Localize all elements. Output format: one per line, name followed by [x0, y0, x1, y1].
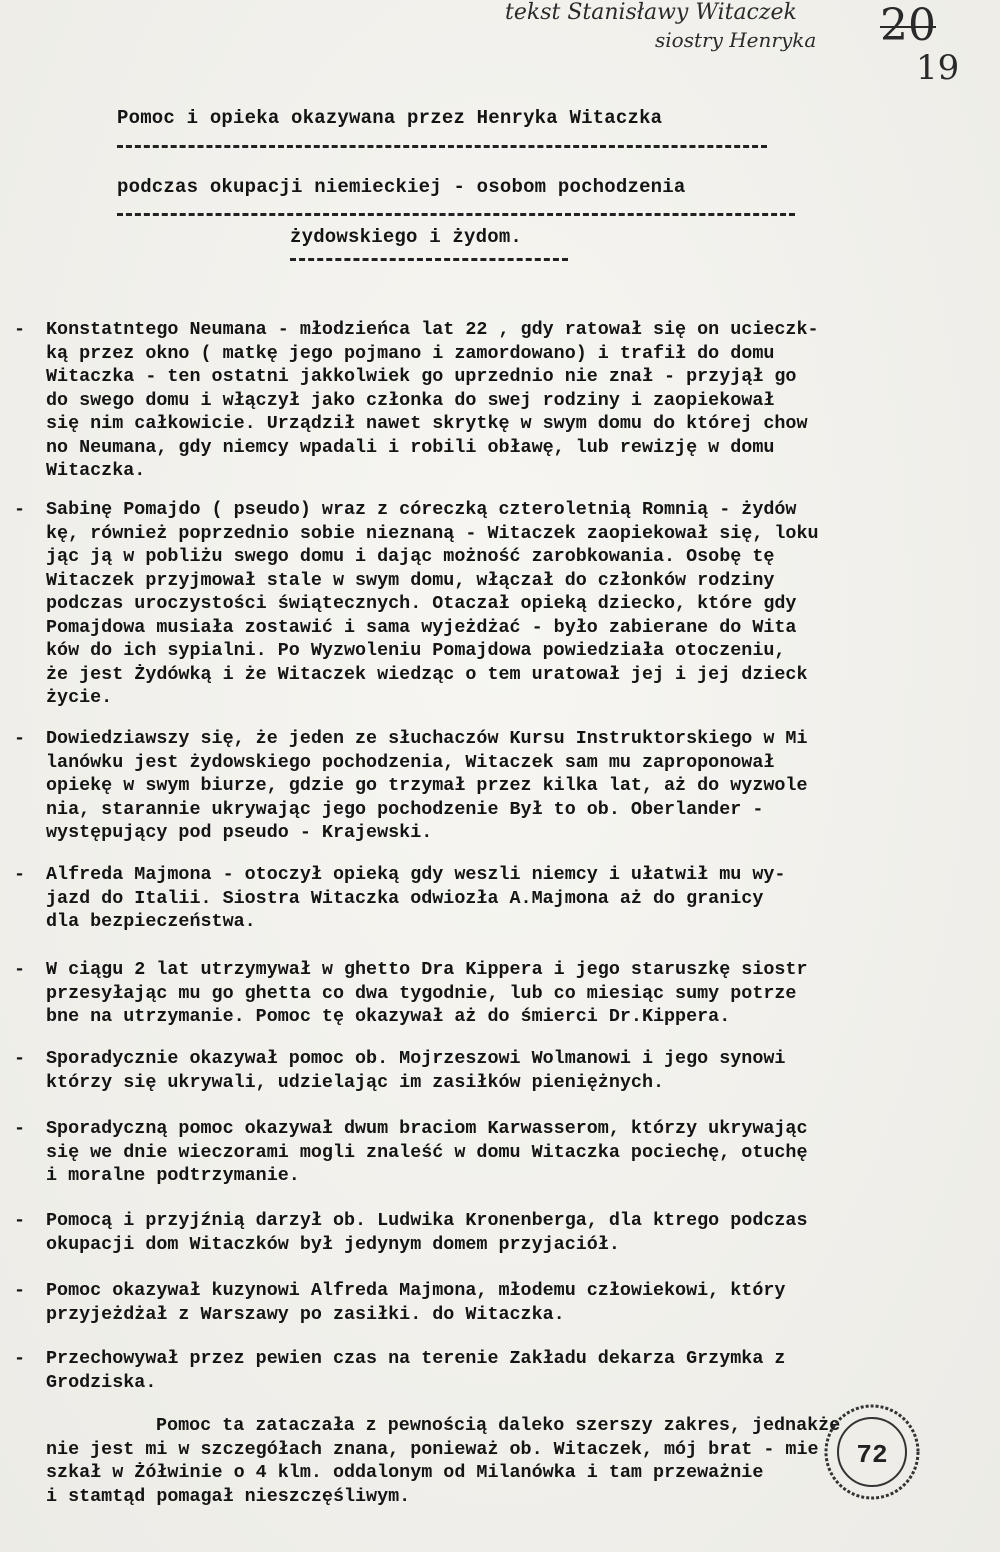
bullet-dash: - — [14, 1048, 26, 1069]
line-text: ków do ich sypialni. Po Wyzwoleniu Pomajdowa powiedziała otoczeniu, — [46, 640, 786, 661]
paragraph-line — [0, 436, 1000, 460]
paragraph-line — [0, 459, 1000, 483]
line-text: nie jest mi w szczegółach znana, ponieważ ob. Witaczek, mój brat - mie — [46, 1438, 819, 1460]
paragraph-kronenberg — [0, 1209, 1000, 1256]
line-text: życie. — [46, 687, 113, 708]
line-text: podczas uroczystości świątecznych. Otaczał opieką dziecko, które gdy — [46, 593, 797, 614]
paragraph-line — [0, 1233, 1000, 1257]
bullet-dash: - — [14, 864, 26, 885]
line-text: okupacji dom Witaczków był jedynym domem przyjaciół. — [46, 1233, 620, 1255]
paragraph-line — [0, 958, 1000, 982]
paragraph-line — [0, 1303, 1000, 1327]
paragraph-kipper — [0, 958, 1000, 1029]
folio-number-crossed-out: 20 — [880, 0, 936, 51]
line-text: jąc ją w pobliżu swego domu i dając możność zarobkowania. Osobę tę — [46, 546, 775, 567]
paragraph-line — [0, 1141, 1000, 1165]
folio-number: 19 — [916, 48, 960, 88]
paragraph-line — [0, 1005, 1000, 1029]
line-text: Pomoc okazywał kuzynowi Alfreda Majmona, młodemu człowiekowi, który — [46, 1280, 786, 1301]
paragraph-line — [0, 727, 1000, 751]
paragraph-line — [0, 569, 1000, 593]
paragraph-line — [0, 910, 1000, 934]
paragraph-neuman — [0, 318, 1000, 483]
bullet-dash: - — [14, 959, 26, 980]
paragraph-line — [0, 1371, 1000, 1395]
line-text: się nim całkowicie. Urządził nawet skrytkę w swym domu do której chow — [46, 413, 808, 434]
line-text: Przechowywał przez pewien czas na terenie Zakładu dekarza Grzymka z — [46, 1348, 786, 1369]
paragraph-line — [0, 1117, 1000, 1141]
line-text: Konstatntego Neumana - młodzieńca lat 22 , gdy ratował się on ucieczk- — [46, 319, 819, 340]
bullet-dash: - — [14, 1118, 26, 1139]
line-text: że jest Żydówką i że Witaczek wiedząc o tem uratował jej i jej dzieck — [46, 663, 808, 685]
line-text: dla bezpieczeństwa. — [46, 911, 256, 932]
bullet-dash: - — [14, 728, 26, 749]
line-text: się we dnie wieczorami mogli znaleść w domu Witaczka pociechę, otuchę — [46, 1141, 808, 1163]
line-text: Witaczka. — [46, 460, 146, 481]
handwritten-note-line-2: siostry Henryka — [655, 28, 817, 52]
paragraph-majmon-cousin — [0, 1279, 1000, 1326]
line-text: bne na utrzymanie. Pomoc tę okazywał aż do śmierci Dr.Kippera. — [46, 1006, 731, 1027]
title-line-2: podczas okupacji niemieckiej - osobom pochodzenia — [117, 176, 686, 198]
paragraph-line — [0, 686, 1000, 710]
stamp-number: 72 — [856, 1440, 888, 1470]
paragraph-line — [0, 342, 1000, 366]
line-text: którzy się ukrywali, udzielając im zasiłków pieniężnych. — [46, 1071, 665, 1093]
title-underline-2 — [117, 213, 795, 216]
bullet-dash: - — [14, 319, 26, 340]
paragraph-line — [0, 1071, 1000, 1095]
line-text: opiekę w swym biurze, gdzie go trzymał przez kilka lat, aż do wyzwole — [46, 775, 808, 796]
paragraph-line — [0, 616, 1000, 640]
paragraph-line — [0, 798, 1000, 822]
paragraph-pomajdo — [0, 498, 1000, 710]
paragraph-line — [0, 982, 1000, 1006]
line-text: Alfreda Majmona - otoczył opieką gdy weszli niemcy i ułatwił mu wy- — [46, 864, 786, 885]
line-text: kę, również poprzednio sobie nieznaną - Witaczek zaopiekował się, loku — [46, 522, 819, 544]
line-text: Sabinę Pomajdo ( pseudo) wraz z córeczką czteroletnią Romnią - żydów — [46, 499, 797, 520]
line-text: nia, starannie ukrywając jego pochodzenie Był to ob. Oberlander - — [46, 798, 764, 820]
bullet-dash: - — [14, 499, 26, 520]
bullet-dash: - — [14, 1348, 26, 1369]
bullet-dash: - — [14, 1280, 26, 1301]
paragraph-line — [0, 365, 1000, 389]
handwritten-note-line-1: tekst Stanisławy Witaczek — [505, 0, 797, 25]
line-text: Sporadyczną pomoc okazywał dwum braciom Karwasserom, którzy ukrywając — [46, 1118, 808, 1139]
paragraph-line — [0, 412, 1000, 436]
line-text: Pomocą i przyjźnią darzył ob. Ludwika Kronenberga, dla ktrego podczas — [46, 1210, 808, 1231]
line-text: Dowiedziawszy się, że jeden ze słuchaczów Kursu Instruktorskiego w Mi — [46, 728, 808, 749]
paragraph-line — [0, 887, 1000, 911]
paragraph-line — [0, 1279, 1000, 1303]
archive-stamp — [822, 1402, 922, 1502]
line-text: ką przez okno ( matkę jego pojmano i zamordowano) i trafił do domu — [46, 342, 775, 364]
line-text: występujący pod pseudo - Krajewski. — [46, 822, 433, 843]
paragraph-line — [0, 821, 1000, 845]
paragraph-grzymek — [0, 1347, 1000, 1394]
line-text: Pomajdowa musiała zostawić i sama wyjeżdżać - było zabierane do Wita — [46, 616, 797, 638]
paragraph-line — [0, 663, 1000, 687]
title-underline-1 — [117, 145, 767, 148]
paragraph-line — [0, 545, 1000, 569]
line-text: i stamtąd pomagał nieszczęśliwym. — [46, 1485, 411, 1507]
paragraph-line — [0, 1164, 1000, 1188]
line-text: no Neumana, gdy niemcy wpadali i robili obławę, lub rewizję w domu — [46, 436, 775, 458]
paragraph-line — [0, 318, 1000, 342]
paragraph-oberlander — [0, 727, 1000, 845]
line-text: Pomoc ta zataczała z pewnością daleko szerszy zakres, jednakże — [156, 1415, 841, 1436]
line-text: Sporadycznie okazywał pomoc ob. Mojrzeszowi Wolmanowi i jego synowi — [46, 1048, 786, 1069]
paragraph-line — [0, 1047, 1000, 1071]
paragraph-line — [0, 1347, 1000, 1371]
paragraph-karwasser — [0, 1117, 1000, 1188]
paragraph-line — [0, 863, 1000, 887]
line-text: szkał w Żółwinie o 4 klm. oddalonym od Milanówka i tam przeważnie — [46, 1462, 764, 1483]
paragraph-line — [0, 751, 1000, 775]
paragraph-line — [0, 774, 1000, 798]
line-text: Witaczka - ten ostatni jakkolwiek go uprzednio nie znał - przyjął go — [46, 366, 797, 387]
line-text: W ciągu 2 lat utrzymywał w ghetto Dra Kippera i jego staruszkę siostr — [46, 959, 808, 980]
paragraph-line — [0, 639, 1000, 663]
paragraph-line — [0, 1209, 1000, 1233]
title-underline-3 — [290, 258, 568, 261]
line-text: jazd do Italii. Siostra Witaczka odwiozła A.Majmona aż do granicy — [46, 887, 764, 909]
paragraph-majmon — [0, 863, 1000, 934]
line-text: Witaczek przyjmował stale w swym domu, włączał do członków rodziny — [46, 569, 775, 591]
bullet-dash: - — [14, 1210, 26, 1231]
paragraph-wolman — [0, 1047, 1000, 1094]
paragraph-line — [0, 592, 1000, 616]
paragraph-line — [0, 389, 1000, 413]
paragraph-line — [0, 498, 1000, 522]
title-line-3: żydowskiego i żydom. — [290, 226, 523, 248]
title-line-1: Pomoc i opieka okazywana przez Henryka Witaczka — [117, 107, 663, 129]
line-text: lanówku jest żydowskiego pochodzenia, Witaczek sam mu zaproponował — [46, 751, 775, 773]
paragraph-line — [0, 522, 1000, 546]
line-text: przyjeżdżał z Warszawy po zasiłki. do Witaczka. — [46, 1303, 565, 1325]
line-text: przesyłając mu go ghetta co dwa tygodnie, lub co miesiąc sumy potrze — [46, 982, 797, 1004]
line-text: i moralne podtrzymanie. — [46, 1165, 300, 1186]
line-text: do swego domu i włączył jako członka do swej rodziny i zaopiekował — [46, 389, 775, 411]
line-text: Grodziska. — [46, 1371, 157, 1393]
